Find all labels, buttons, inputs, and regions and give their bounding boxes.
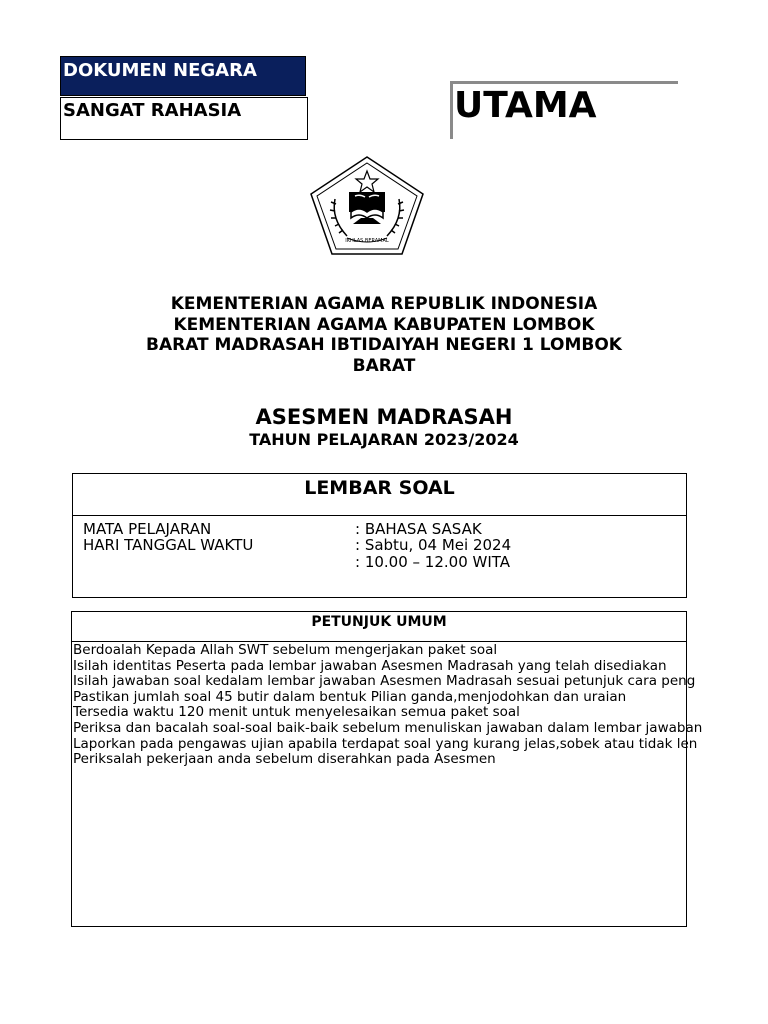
petunjuk-item: Periksalah pekerjaan anda sebelum diserahkan pada Asesmen xyxy=(73,751,496,768)
date-value: : Sabtu, 04 Mei 2024 xyxy=(355,536,512,554)
petunjuk-item: Berdoalah Kepada Allah SWT sebelum mengerjakan paket soal xyxy=(73,643,498,658)
kemenag-logo xyxy=(307,154,427,256)
petunjuk-item: Isilah jawaban soal kedalam lembar jawaban Asesmen Madrasah sesuai petunjuk cara peng xyxy=(73,673,696,690)
sangat-rahasia-label: SANGAT RAHASIA xyxy=(60,97,308,140)
petunjuk-item: Tersedia waktu 120 menit untuk menyelesaikan semua paket soal xyxy=(73,704,520,721)
exam-title: ASESMEN MADRASAH xyxy=(255,405,513,429)
lembar-soal-title: LEMBAR SOAL xyxy=(72,473,687,516)
petunjuk-item: Laporkan pada pengawas ujian apabila terdapat soal yang kurang jelas,sobek atau tidak len xyxy=(73,735,698,752)
subject-value: : BAHASA SASAK xyxy=(355,520,482,538)
petunjuk-umum-title: PETUNJUK UMUM xyxy=(71,611,687,642)
subject-label: MATA PELAJARAN xyxy=(83,520,212,538)
time-value: : 10.00 – 12.00 WITA xyxy=(355,553,511,571)
date-label: HARI TANGGAL WAKTU xyxy=(83,536,254,554)
header-line-1: KEMENTERIAN AGAMA REPUBLIK INDONESIA xyxy=(170,294,598,314)
utama-label: UTAMA xyxy=(454,85,597,126)
svg-text:IKHLAS BERAMAL: IKHLAS BERAMAL xyxy=(345,238,389,244)
petunjuk-list xyxy=(73,643,768,768)
petunjuk-item: Periksa dan bacalah soal-soal baik-baik sebelum menuliskan jawaban dalam lembar jawaban xyxy=(73,719,703,736)
dokumen-negara-label: DOKUMEN NEGARA xyxy=(60,56,306,96)
header-line-2: KEMENTERIAN AGAMA KABUPATEN LOMBOK xyxy=(173,315,595,335)
header-line-3: BARAT MADRASAH IBTIDAIYAH NEGERI 1 LOMBOK xyxy=(146,335,622,355)
header-line-4: BARAT xyxy=(352,356,416,376)
petunjuk-item: Pastikan jumlah soal 45 butir dalam bentuk Pilian ganda,menjodohkan dan uraian xyxy=(73,688,627,705)
exam-year: TAHUN PELAJARAN 2023/2024 xyxy=(249,430,519,449)
petunjuk-item: Isilah identitas Peserta pada lembar jawaban Asesmen Madrasah yang telah disediakan xyxy=(73,657,667,674)
utama-frame-left xyxy=(450,81,453,139)
